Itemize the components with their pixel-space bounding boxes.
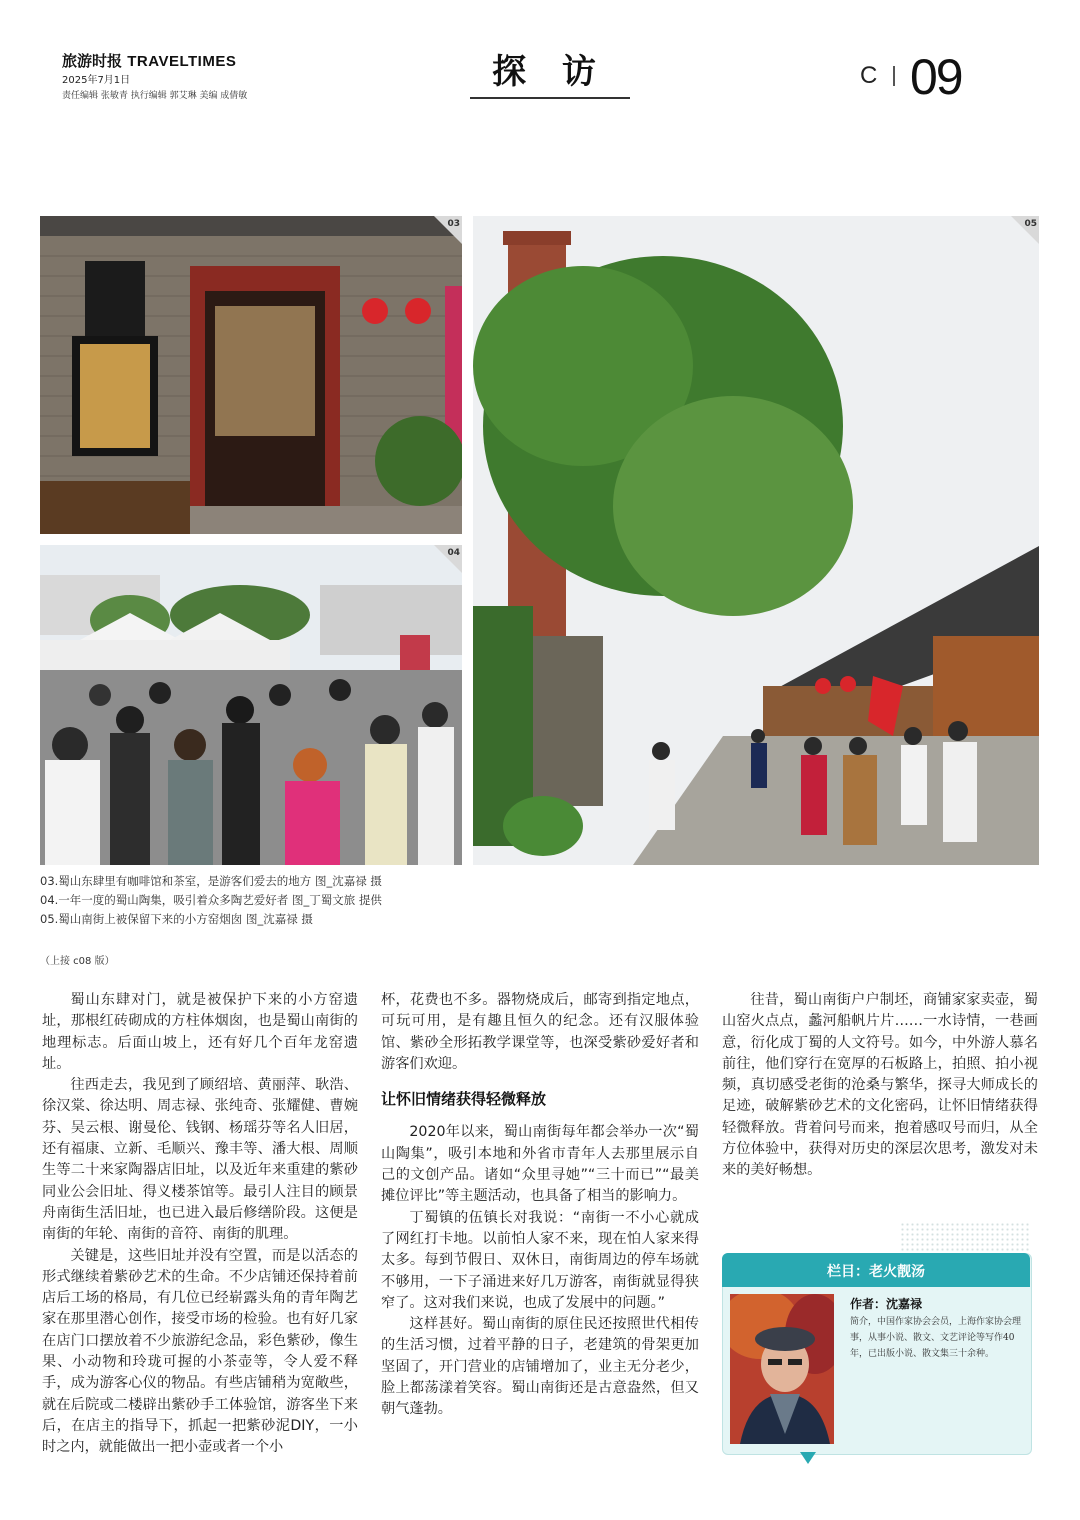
page-number: 09: [910, 49, 962, 105]
paragraph-continued: 杯，花费也不多。器物烧成后，邮寄到指定地点，可玩可用，是有趣且恒久的纪念。还有汉服体验馆、紫砂全形拓教学课堂等，也深受紫砂爱好者和游客们欢迎。: [381, 992, 699, 1072]
caption-03: 03.蜀山东肆里有咖啡馆和茶室，是游客们爱去的地方 图_沈嘉禄 摄: [40, 874, 382, 888]
editor-credits: 责任编辑 张敏青 执行编辑 郭艾琳 美编 成倩敏: [62, 91, 248, 101]
section-title: 探 访: [492, 52, 608, 92]
chimney-street-photo-icon: [473, 216, 1039, 865]
photo-tag-04: 04: [447, 548, 460, 558]
photo-03: [40, 216, 462, 534]
photo-tag-05: 05: [1024, 219, 1037, 229]
continued-note: （上接 c08 版）: [40, 956, 115, 967]
author-photo: [730, 1294, 834, 1444]
article-column-2: [381, 990, 699, 1421]
caption-04: 04.一年一度的蜀山陶集，吸引着众多陶艺爱好者 图_丁蜀文旅 提供: [40, 893, 382, 907]
speech-tail: [800, 1452, 816, 1464]
photo-05: [473, 216, 1039, 865]
paragraph: 关键是，这些旧址并没有空置，而是以活态的形式继续着紫砂艺术的生命。不少店铺还保持着前店后工场的格局，有几位已经崭露头角的青年陶艺家在那里潜心创作，接受市场的检验。也有好几家在店门口摆放着不少旅游纪念品，彩色紫砂，像生果、小动物和玲珑可握的小茶壶等，令人爱不释手，成为游客心仪的物品。有些店铺稍为宽敞些，就在后院或二楼辟出紫砂手工体验馆，游客坐下来后，在店主的指导下，抓起一把紫砂泥DIY，一小时之内，就能做出一把小壶或者一个小: [42, 1247, 358, 1456]
author-bio: 简介，中国作家协会会员，上海作家协会理事，从事小说、散文、文艺评论等写作40年，已出版小说、散文集三十余种。: [850, 1317, 1022, 1359]
crowd-market-photo-icon: [40, 545, 462, 865]
brand-cn: 旅游时报: [62, 52, 123, 70]
photo-tag-03: 03: [447, 219, 460, 229]
page-divider: [893, 66, 895, 86]
photo-04: [40, 545, 462, 865]
paragraph: 往昔，蜀山南街户户制坯，商铺家家卖壶，蜀山窑火点点，蠡河船帆片片……一水诗情，一巷画意，衍化成丁蜀的人文符号。如今，中外游人慕名前往，他们穿行在宽厚的石板路上，拍照、拍小视频，真切感受老街的沧桑与繁华，探寻大师成长的足迹，破解紫砂艺术的文化密码，让怀旧情绪获得轻微释放。背着问号而来，抱着感叹号而归，从全方位体验中，获得对历史的深层次思考，激发对未来的美好畅想。: [722, 992, 1038, 1179]
paragraph: 这样甚好。蜀山南街的原住民还按照世代相传的生活习惯，过着平静的日子，老建筑的骨架更加坚固了，开门营业的店铺增加了，业主无分老少，脸上都荡漾着笑容。蜀山南街还是古意盎然，但又朝气蓬勃。: [381, 1316, 699, 1418]
author-portrait-icon: [730, 1294, 834, 1444]
section-rule: [470, 97, 630, 99]
issue-date: 2025年7月1日: [62, 75, 131, 86]
author-name: 作者：沈嘉禄: [850, 1297, 923, 1311]
decorative-dots: [900, 1222, 1030, 1252]
article-column-1: [42, 990, 358, 1459]
street-shop-photo-icon: [40, 216, 462, 534]
brand-en: TRAVELTIMES: [127, 53, 237, 70]
page-letter: C: [860, 62, 878, 89]
paragraph: 丁蜀镇的伍镇长对我说：“南街一不小心就成了网红打卡地。以前怕人家不来，现在怕人家来得太多。每到节假日、双休日，南街周边的停车场就不够用，一下子涌进来好几万游客，南街就显得狭窄了。这对我们来说，也成了发展中的问题。”: [381, 1209, 699, 1311]
paragraph: 蜀山东肆对门，就是被保护下来的小方窑遗址，那根红砖砌成的方柱体烟囱，也是蜀山南街的地理标志。后面山坡上，还有好几个百年龙窑遗址。: [42, 992, 358, 1072]
caption-05: 05.蜀山南街上被保留下来的小方窑烟囱 图_沈嘉禄 摄: [40, 912, 313, 926]
subheading: 让怀旧情绪获得轻微释放: [381, 1090, 547, 1109]
column-title: 栏目：老火靓汤: [827, 1264, 925, 1280]
paragraph: 往西走去，我见到了顾绍培、黄丽萍、耿浩、徐汉棠、徐达明、周志禄、张纯奇、张耀健、曹婉芬、吴云根、谢曼伦、钱钢、杨瑶芬等名人旧居，还有福康、立新、毛顺兴、豫丰等、潘大根、周顺生等二十来家陶器店旧址，以及近年来重建的紫砂同业公会旧址、得义楼茶馆等。最引人注目的顾景舟南街生活旧址，也已进入最后修缮阶段。这便是南街的年轮、南街的音符、南街的肌理。: [42, 1077, 358, 1243]
brand-logo: [62, 50, 236, 71]
article-column-3: [722, 990, 1038, 1182]
paragraph: 2020年以来，蜀山南街每年都会举办一次“蜀山陶集”，吸引本地和外省市青年人去那里展示自己的文创产品。诸如“众里寻她”“三十而已”“最美摊位评比”等主题活动，也具备了相当的影响力。: [381, 1124, 699, 1205]
